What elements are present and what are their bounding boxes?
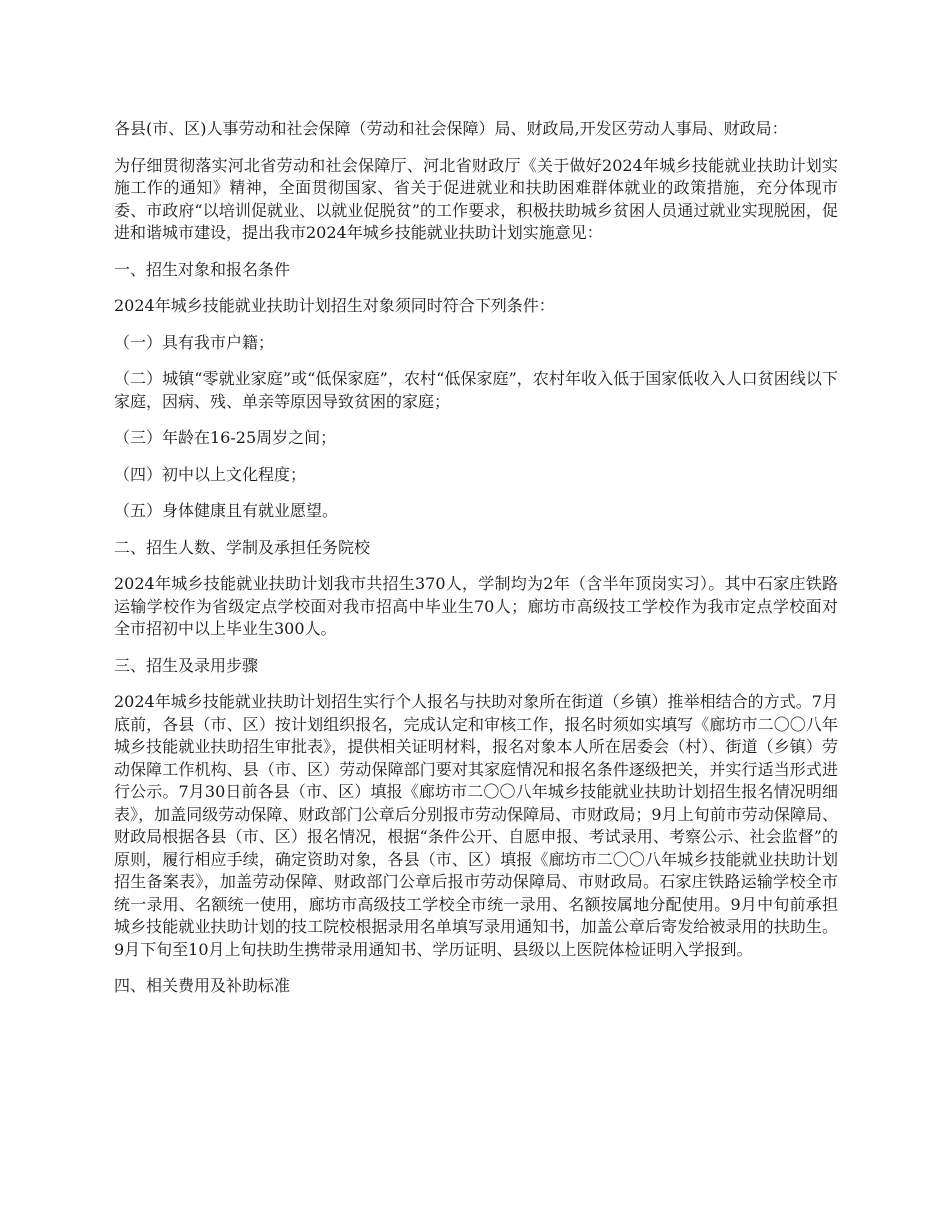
condition-item-4: （四）初中以上文化程度； [114,464,307,484]
condition-item-3: （三）年龄在16-25周岁之间； [114,428,337,447]
salutation-paragraph: 各县(市、区)人事劳动和社会保障（劳动和社会保障）局、财政局,开发区劳动人事局、财政局： [114,119,788,138]
section-heading-1: 一、招生对象和报名条件 [114,259,291,279]
intro-paragraph: 为仔细贯彻落实河北省劳动和社会保障厅、河北省财政厅《关于做好2024年城乡技能就业扶助计划实施工作的通知》精神，全面贯彻国家、省关于促进就业和扶助困难群体就业的政策措施，充分体现市委、市政府“以培训促就业、以就业促脱贫”的工作要求，积极扶助城乡贫困人员通过就业实现脱困，促进和谐城市建设，提出我市2024年城乡技能就业扶助计划实施意见： [114,155,838,242]
enrollment-paragraph: 2024年城乡技能就业扶助计划我市共招生370人，学制均为2年（含半年顶岗实习）。其中石家庄铁路运输学校作为省级定点学校面对我市招高中毕业生70人；廊坊市高级技工学校作为我市定点学校面对全市招初中以上毕业生300人。 [114,574,838,638]
document-page [114,118,838,1012]
condition-item-5: （五）身体健康且有就业愿望。 [114,501,339,520]
section-heading-3: 三、招生及录用步骤 [114,655,259,675]
conditions-intro-paragraph: 2024年城乡技能就业扶助计划招生对象须同时符合下列条件： [114,296,555,315]
condition-item-2: （二）城镇“零就业家庭”或“低保家庭”，农村“低保家庭”，农村年收入低于国家低收入人口贫困线以下家庭，因病、残、单亲等原因导致贫困的家庭； [114,369,838,411]
section-heading-2: 二、招生人数、学制及承担任务院校 [114,537,371,557]
procedure-paragraph: 2024年城乡技能就业扶助计划招生实行个人报名与扶助对象所在街道（乡镇）推举相结合的方式。7月底前，各县（市、区）按计划组织报名，完成认定和审核工作，报名时须如实填写《廊坊市二〇〇八年城乡技能就业扶助招生审批表》，提供相关证明材料，报名对象本人所在居委会（村）、街道（乡镇）劳动保障工作机构、县（市、区）劳动保障部门要对其家庭情况和报名条件逐级把关，并实行适当形式进行公示。7月30日前各县（市、区）填报《廊坊市二〇〇八年城乡技能就业扶助计划招生报名情况明细表》，加盖同级劳动保障、财政部门公章后分别报市劳动保障局、市财政局；9月上旬前市劳动保障局、财政局根据各县（市、区）报名情况，根据“条件公开、自愿申报、考试录用、考察公示、社会监督”的原则，履行相应手续，确定资助对象，各县（市、区）填报《廊坊市二〇〇八年城乡技能就业扶助计划招生备案表》，加盖劳动保障、财政部门公章后报市劳动保障局、市财政局。石家庄铁路运输学校全市统一录用、名额统一使用，廊坊市高级技工学校全市统一录用、名额按属地分配使用。9月中旬前承担城乡技能就业扶助计划的技工院校根据录用名单填写录用通知书，加盖公章后寄发给被录用的扶助生。9月下旬至10月上旬扶助生携带录用通知书、学历证明、县级以上医院体检证明入学报到。 [114,692,838,959]
condition-item-1: （一）具有我市户籍； [114,332,275,352]
section-heading-4: 四、相关费用及补助标准 [114,976,291,995]
